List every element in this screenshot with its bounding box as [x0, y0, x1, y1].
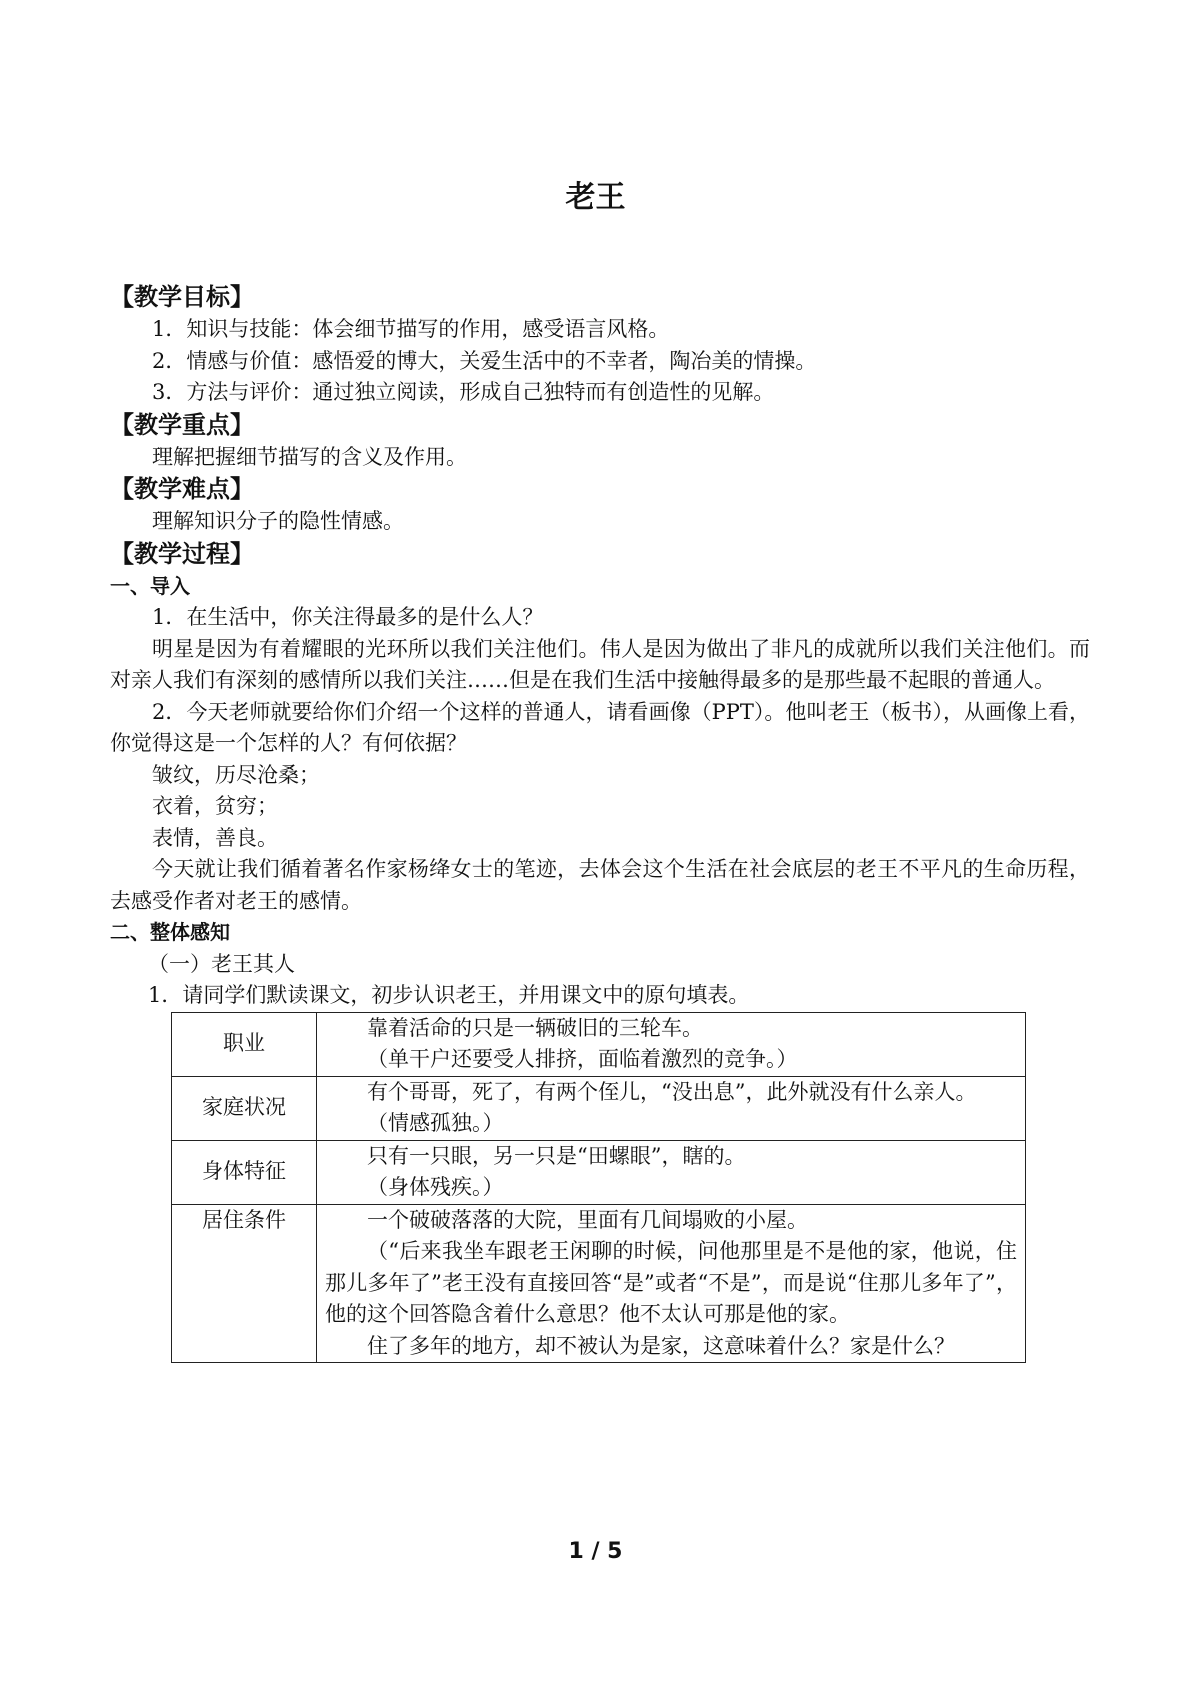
- document-body: [110, 281, 1090, 1363]
- table-row-label: 家庭状况: [172, 1076, 317, 1140]
- subheading-intro: 一、导入: [110, 573, 190, 598]
- section-heading-difficulties: 【教学难点】: [110, 475, 254, 503]
- table-row-label: 居住条件: [172, 1204, 317, 1363]
- table-row-content: [317, 1012, 1026, 1076]
- table-cell-line: （“后来我坐车跟老王闲聊的时候，问他那里是不是他的家，他说，住那儿多年了”老王没有直接回答“是”或者“不是”，而是说“住那儿多年了”，他的这个回答隐含着什么意思？他不太认可那是他的家。: [325, 1239, 1017, 1326]
- table-cell-line: 有个哥哥，死了，有两个侄儿，“没出息”，此外就没有什么亲人。: [367, 1079, 977, 1104]
- table-row: [172, 1204, 1026, 1363]
- intro-answer-2: 衣着，贫穷；: [152, 794, 278, 818]
- table-row: [172, 1140, 1026, 1204]
- page-number: 1 / 5: [568, 1539, 623, 1564]
- intro-paragraph-2: 今天就让我们循着著名作家杨绛女士的笔迹，去体会这个生活在社会底层的老王不平凡的生命历程，去感受作者对老王的感情。: [110, 857, 1090, 913]
- table-row-content: [317, 1140, 1026, 1204]
- table-cell-line: 一个破破落落的大院，里面有几间塌败的小屋。: [367, 1207, 808, 1232]
- table-row-label: 职业: [172, 1012, 317, 1076]
- table-row: [172, 1012, 1026, 1076]
- section-heading-key-points: 【教学重点】: [110, 410, 254, 439]
- table-row: [172, 1076, 1026, 1140]
- table-cell-line: （身体残疾。）: [367, 1175, 504, 1199]
- section-heading-objectives: 【教学目标】: [110, 283, 254, 311]
- table-cell-line: （单干户还要受人排挤，面临着激烈的竞争。）: [367, 1047, 798, 1071]
- fill-in-table: [171, 1012, 1026, 1364]
- objective-item: 1．知识与技能：体会细节描写的作用，感受语言风格。: [152, 317, 670, 341]
- overall-task: 1．请同学们默读课文，初步认识老王，并用课文中的原句填表。: [148, 983, 750, 1007]
- table-row-content: [317, 1076, 1026, 1140]
- key-points-text: 理解把握细节描写的含义及作用。: [152, 444, 467, 469]
- difficulties-text: 理解知识分子的隐性情感。: [152, 509, 404, 533]
- subheading-overall: 二、整体感知: [110, 920, 230, 944]
- section-heading-process: 【教学过程】: [110, 539, 254, 568]
- intro-question-1: 1．在生活中，你关注得最多的是什么人？: [152, 605, 544, 629]
- table-cell-line: 靠着活命的只是一辆破旧的三轮车。: [367, 1015, 703, 1040]
- objective-item: 2．情感与价值：感悟爱的博大，关爱生活中的不幸者，陶冶美的情操。: [152, 348, 817, 373]
- table-cell-line: （情感孤独。）: [367, 1111, 504, 1135]
- table-cell-line: 只有一只眼，另一只是“田螺眼”，瞎的。: [367, 1143, 746, 1168]
- overall-subheading: （一）老王其人: [148, 951, 295, 976]
- objective-item: 3．方法与评价：通过独立阅读，形成自己独特而有创造性的见解。: [152, 380, 775, 404]
- intro-paragraph-1: 明星是因为有着耀眼的光环所以我们关注他们。伟人是因为做出了非凡的成就所以我们关注他们。而对亲人我们有深刻的感情所以我们关注……但是在我们生活中接触得最多的是那些最不起眼的普通人。: [110, 636, 1090, 692]
- intro-question-2: 2．今天老师就要给你们介绍一个这样的普通人，请看画像（PPT）。他叫老王（板书），从画像上看，你觉得这是一个怎样的人？有何依据？: [110, 699, 1090, 755]
- table-row-label: 身体特征: [172, 1140, 317, 1204]
- page-title: 老王: [565, 180, 626, 215]
- table-row-content: [317, 1204, 1026, 1363]
- intro-answer-1: 皱纹，历尽沧桑；: [152, 762, 320, 787]
- intro-answer-3: 表情，善良。: [152, 825, 278, 850]
- table-cell-line: 住了多年的地方，却不被认为是家，这意味着什么？家是什么？: [367, 1333, 955, 1358]
